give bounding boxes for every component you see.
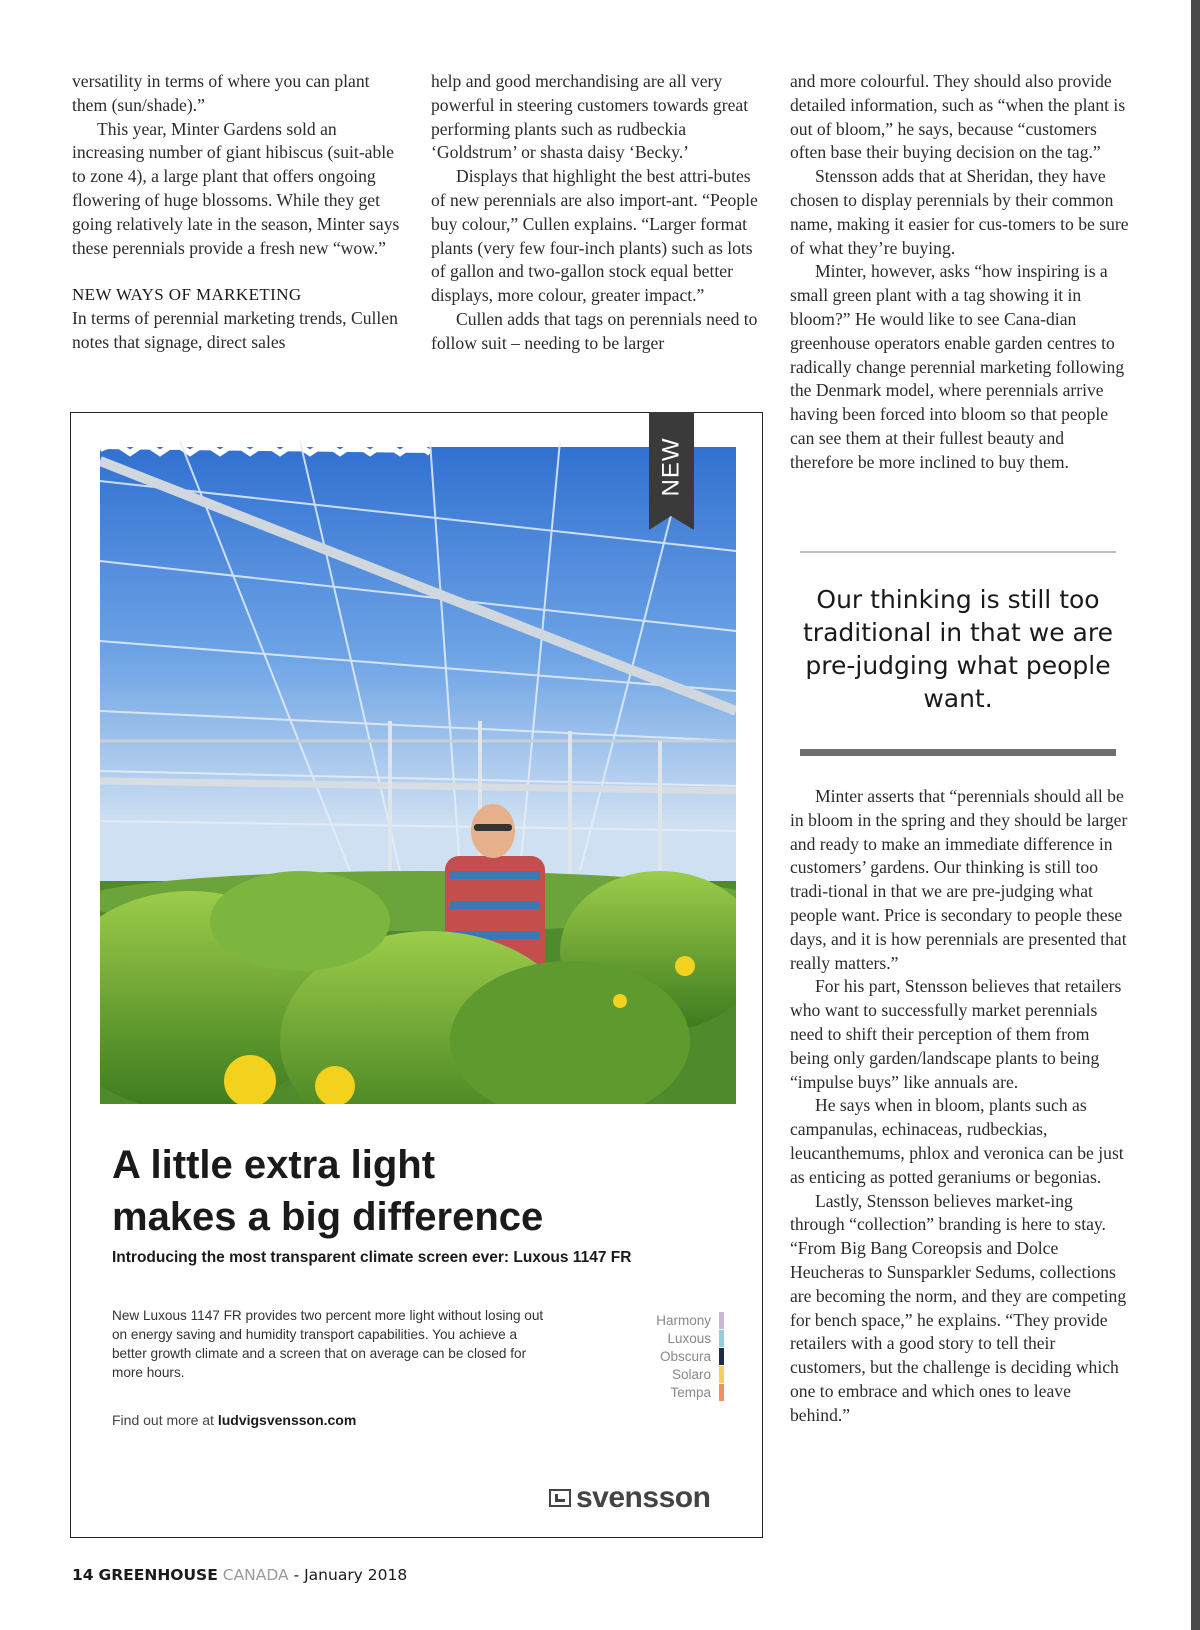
section-subhead: NEW WAYS OF MARKETING: [72, 285, 302, 305]
paragraph: Minter asserts that “perennials should all be in bloom in the spring and they should be larger and ready to make an immediate difference in customers’ gardens. Our thinking is still too tradi-tional in that we are pre-judging what people want. Price is secondary to people these days, and it is how perennials are presented that really matters.”: [790, 786, 1128, 973]
pull-quote: Our thinking is still too traditional in that we are pre-judging what people want.: [803, 585, 1113, 713]
magazine-name: GREENHOUSE: [98, 1566, 218, 1584]
ad-headline-line-2: makes a big difference: [112, 1195, 544, 1239]
swatch: [719, 1366, 724, 1383]
variant-luxous: Luxous: [591, 1329, 724, 1347]
paragraph: versatility in terms of where you can plant them (sun/shade).”: [72, 71, 370, 115]
new-label: NEW: [657, 437, 685, 497]
paragraph: He says when in bloom, plants such as campanulas, echinaceas, rudbeckias, leucanthemums, phlox and veronica can be just as enticing as potted geraniums or begonias.: [790, 1095, 1124, 1187]
article-column-1: [72, 70, 408, 355]
paragraph: and more colourful. They should also provide detailed information, such as “when the plant is out of bloom,” he says, because “customers often base their buying decision on the tag.”: [790, 71, 1126, 163]
page-edge-strip: [1191, 0, 1200, 1630]
ad-link-line: [112, 1412, 512, 1428]
product-variants-list: [591, 1311, 724, 1401]
swatch: [719, 1330, 724, 1347]
page-footer: [72, 1566, 572, 1584]
new-ribbon: [649, 427, 694, 507]
paragraph: This year, Minter Gardens sold an increasing number of giant hibiscus (suit-able to zone 4), a large plant that offers ongoing flowering of huge blossoms. While they get going relatively late in the season, Minter says these perennials provide a fresh new “wow.”: [72, 118, 400, 258]
paragraph: In terms of perennial marketing trends, Cullen notes that signage, direct sales: [72, 308, 398, 352]
variant-solaro: Solaro: [591, 1365, 724, 1383]
paragraph: Displays that highlight the best attri-butes of new perennials are also import-ant. “People buy colour,” Cullen explains. “Larger format plants (very few four-inch plants) such as lots of gallon and two-gallon stock equal better displays, more colour, greater impact.”: [431, 166, 758, 306]
paragraph: Stensson adds that at Sheridan, they have chosen to display perennials by their common name, making it easier for cus-tomers to be sure of what they’re buying.: [790, 166, 1129, 258]
brand-name: svensson: [576, 1481, 711, 1514]
swatch: [719, 1312, 724, 1329]
svensson-logo-icon: [549, 1489, 571, 1507]
swatch: [719, 1384, 724, 1401]
article-column-3-continued: [790, 785, 1130, 1428]
article-column-3: [790, 70, 1130, 475]
ad-headline: [112, 1139, 712, 1243]
ad-subheadline: Introducing the most transparent climate screen ever: Luxous 1147 FR: [112, 1249, 632, 1266]
variant-tempa: Tempa: [591, 1383, 724, 1401]
variant-harmony: Harmony: [591, 1311, 724, 1329]
magazine-name-2: CANADA: [222, 1566, 289, 1584]
paragraph: Minter, however, asks “how inspiring is a small green plant with a tag showing it in bloom?” He would like to see Cana-dian greenhouse operators enable garden centres to radically change perennial marketing following the Denmark model, where perennials arrive having been forced into bloom so that people can see them at their fullest beauty and therefore be more inclined to buy them.: [790, 261, 1125, 472]
variant-obscura: Obscura: [591, 1347, 724, 1365]
paragraph: Lastly, Stensson believes market-ing through “collection” branding is here to stay. “From Big Bang Coreopsis and Dolce Heucheras to Sunsparkler Sedums, collections are becoming the norm, and they are competing for bench space,” he explains. “They provide retailers with a good story to tell their customers, but the challenge is deciding which one to embrace and which ones to leave behind.”: [790, 1190, 1127, 1425]
svensson-logo: [549, 1480, 749, 1516]
ad-headline-line-1: A little extra light: [112, 1143, 436, 1187]
ad-body: New Luxous 1147 FR provides two percent more light without losing out on energy saving and humidity transport capabilities. You achieve a better growth climate and a screen that on average can be closed for more hours.: [112, 1308, 544, 1380]
paragraph: For his part, Stensson believes that retailers who want to successfully market perennials need to shift their perception of them from being only garden/landscape plants to being “impulse buys” like annuals are.: [790, 976, 1122, 1092]
article-column-2: [431, 70, 767, 356]
paragraph: Cullen adds that tags on perennials need to follow suit – needing to be larger: [431, 308, 758, 353]
swatch: [719, 1348, 724, 1365]
pull-quote-top-rule: [800, 551, 1116, 553]
pull-quote-bottom-rule: [800, 749, 1116, 756]
page-number: 14: [72, 1566, 94, 1584]
ad-link-prefix: Find out more at: [112, 1412, 214, 1428]
ad-website-link[interactable]: ludvigsvensson.com: [217, 1412, 357, 1428]
advertisement[interactable]: [70, 412, 763, 1538]
issue-date: - January 2018: [293, 1566, 408, 1584]
greenhouse-photo: [100, 441, 736, 1104]
paragraph: help and good merchandising are all very powerful in steering customers towards great performing plants such as rudbeckia ‘Goldstrum’ or shasta daisy ‘Becky.’: [431, 71, 749, 163]
